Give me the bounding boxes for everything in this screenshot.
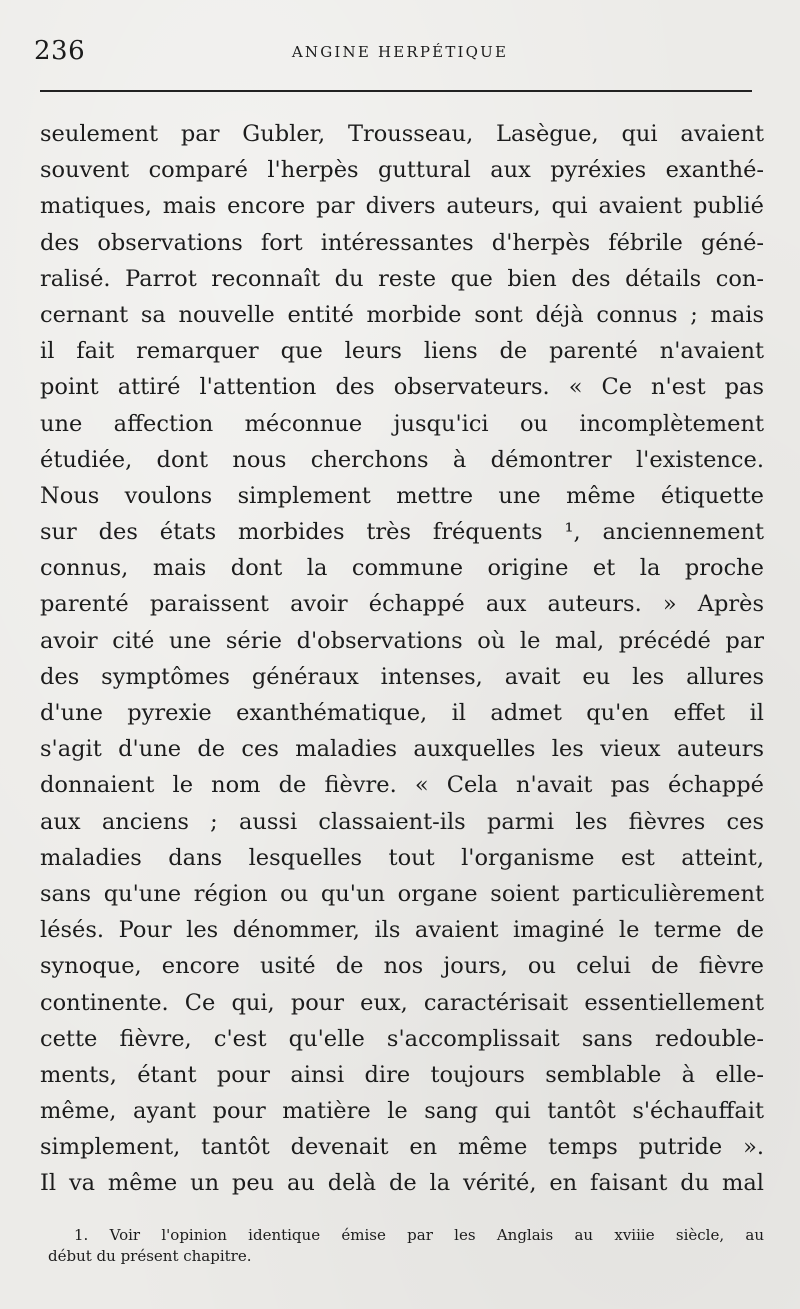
body-line: ralisé. Parrot reconnaît du reste que bien des détails con- — [40, 265, 764, 292]
body-line: Nous voulons simplement mettre une même étiquette — [40, 482, 764, 509]
body-line: avoir cité une série d'observations où le mal, précédé par — [40, 627, 764, 654]
page-number: 236 — [34, 36, 86, 66]
body-line: continente. Ce qui, pour eux, caractérisait essentiellement — [40, 989, 764, 1016]
footnote-line: début du présent chapitre. — [48, 1247, 252, 1265]
running-title: ANGINE HERPÉTIQUE — [291, 43, 509, 61]
body-line: parenté paraissent avoir échappé aux auteurs. » Après — [40, 591, 764, 618]
body-line: d'une pyrexie exanthématique, il admet qu'en effet il — [40, 700, 764, 726]
body-line: donnaient le nom de fièvre. « Cela n'avait pas échappé — [40, 772, 764, 799]
body-line: cernant sa nouvelle entité morbide sont déjà connus ; mais — [40, 301, 764, 328]
body-line: lésés. Pour les dénommer, ils avaient imaginé le terme de — [40, 917, 764, 944]
body-line: étudiée, dont nous cherchons à démontrer l'existence. — [40, 446, 764, 473]
body-line: sans qu'une région ou qu'un organe soient particulièrement — [40, 880, 764, 907]
body-line: ments, étant pour ainsi dire toujours semblable à elle- — [40, 1061, 764, 1088]
header-rule — [40, 90, 752, 92]
body-line: s'agit d'une de ces maladies auxquelles les vieux auteurs — [40, 736, 764, 763]
body-line: cette fièvre, c'est qu'elle s'accomplissait sans redouble- — [40, 1025, 764, 1052]
body-line: maladies dans lesquelles tout l'organisme est atteint, — [40, 844, 764, 871]
body-text — [40, 116, 764, 1202]
body-line: une affection méconnue jusqu'ici ou incomplètement — [40, 410, 764, 437]
body-line: sur des états morbides très fréquents ¹, anciennement — [40, 519, 764, 546]
body-line: il fait remarquer que leurs liens de parenté n'avaient — [40, 338, 764, 365]
body-line: des symptômes généraux intenses, avait eu les allures — [40, 663, 764, 690]
body-line: synoque, encore usité de nos jours, ou celui de fièvre — [40, 953, 764, 980]
body-line: connus, mais dont la commune origine et la proche — [40, 555, 764, 582]
body-line: souvent comparé l'herpès guttural aux pyréxies exanthé- — [40, 157, 764, 184]
body-line: point attiré l'attention des observateurs. « Ce n'est pas — [40, 374, 764, 401]
body-line: simplement, tantôt devenait en même temps putride ». — [40, 1134, 764, 1161]
body-line: des observations fort intéressantes d'herpès fébrile géné- — [40, 229, 764, 256]
body-line: matiques, mais encore par divers auteurs, qui avaient publié — [40, 193, 764, 220]
footnote — [48, 1225, 764, 1267]
body-line: seulement par Gubler, Trousseau, Lasègue, qui avaient — [40, 121, 764, 147]
body-line: même, ayant pour matière le sang qui tantôt s'échauffait — [40, 1098, 764, 1125]
footnote-line: 1. Voir l'opinion identique émise par les Anglais au xviiie siècle, au — [74, 1226, 764, 1244]
body-line: Il va même un peu au delà de la vérité, en faisant du mal — [40, 1170, 764, 1197]
body-line: aux anciens ; aussi classaient-ils parmi les fièvres ces — [40, 808, 764, 835]
